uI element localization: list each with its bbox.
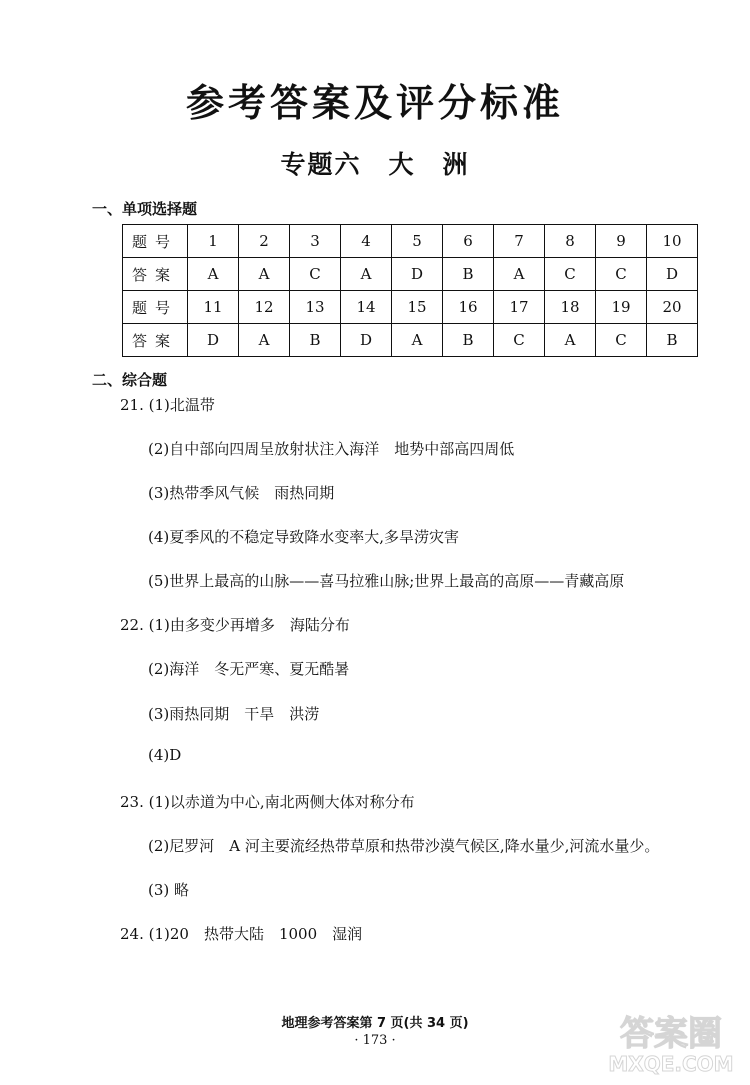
table-cell: D [392,258,443,291]
answer-line: 22. (1)由多变少再增多 海陆分布 [120,616,350,634]
table-cell: 1 [188,225,239,258]
table-cell: 14 [341,291,392,324]
table-cell: 16 [443,291,494,324]
table-cell: C [494,324,545,357]
table-cell: 8 [545,225,596,258]
table-cell: 2 [239,225,290,258]
watermark-sub-text: MXQE.COM [608,1052,734,1076]
table-cell: C [596,258,647,291]
table-cell: 11 [188,291,239,324]
row-header: 答案 [123,324,188,357]
row-header: 答案 [123,258,188,291]
row-header: 题号 [123,291,188,324]
answer-line: 24. (1)20 热带大陆 1000 湿润 [120,925,363,943]
answer-line: (2)尼罗河 A 河主要流经热带草原和热带沙漠气候区,降水量少,河流水量少。 [148,837,660,855]
table-cell: C [545,258,596,291]
table-cell: B [443,324,494,357]
watermark-logo-icon [606,1007,736,1077]
table-cell: D [188,324,239,357]
table-cell: 12 [239,291,290,324]
table-cell: 20 [647,291,698,324]
table-cell: A [494,258,545,291]
table-cell: B [290,324,341,357]
table-cell: 4 [341,225,392,258]
table-cell: B [443,258,494,291]
table-cell: 15 [392,291,443,324]
section-multiple-choice-heading: 一、单项选择题 [92,200,198,218]
table-cell: A [188,258,239,291]
table-cell: 9 [596,225,647,258]
table-cell: 19 [596,291,647,324]
watermark-main-text: 答案圈 [620,1014,722,1054]
answer-line: (4)夏季风的不稳定导致降水变率大,多旱涝灾害 [148,528,460,546]
topic-subtitle: 专题六 大 洲 [280,150,470,179]
page-footer: 地理参考答案第 7 页(共 34 页) [281,1016,469,1031]
answer-line: (2)海洋 冬无严寒、夏无酷暑 [148,660,350,678]
table-cell: A [545,324,596,357]
table-cell: D [341,324,392,357]
table-cell: A [239,324,290,357]
table-row [123,324,698,357]
table-cell: A [341,258,392,291]
table-cell: C [290,258,341,291]
answer-table [122,224,698,357]
row-header: 题号 [123,225,188,258]
table-row [123,258,698,291]
table-cell: 13 [290,291,341,324]
page-number: · 173 · [354,1033,396,1048]
table-cell: A [392,324,443,357]
table-cell: 7 [494,225,545,258]
answer-line: (5)世界上最高的山脉——喜马拉雅山脉;世界上最高的高原——青藏高原 [148,572,625,590]
table-cell: A [239,258,290,291]
page-title: 参考答案及评分标准 [185,80,564,125]
answer-line: 23. (1)以赤道为中心,南北两侧大体对称分布 [120,793,415,811]
answer-line: (3)热带季风气候 雨热同期 [148,484,335,502]
table-row [123,291,698,324]
answer-line: (2)自中部向四周呈放射状注入海洋 地势中部高四周低 [148,440,515,458]
answer-line: (4)D [148,746,182,764]
table-cell: 18 [545,291,596,324]
table-cell: 3 [290,225,341,258]
table-row [123,225,698,258]
section-comprehensive-heading: 二、综合题 [92,371,168,389]
table-cell: D [647,258,698,291]
table-cell: C [596,324,647,357]
table-cell: 5 [392,225,443,258]
answer-line: (3) 略 [148,881,190,899]
table-cell: B [647,324,698,357]
table-cell: 17 [494,291,545,324]
table-cell: 6 [443,225,494,258]
answer-line: 21. (1)北温带 [120,396,215,414]
answer-line: (3)雨热同期 干旱 洪涝 [148,705,320,723]
table-cell: 10 [647,225,698,258]
